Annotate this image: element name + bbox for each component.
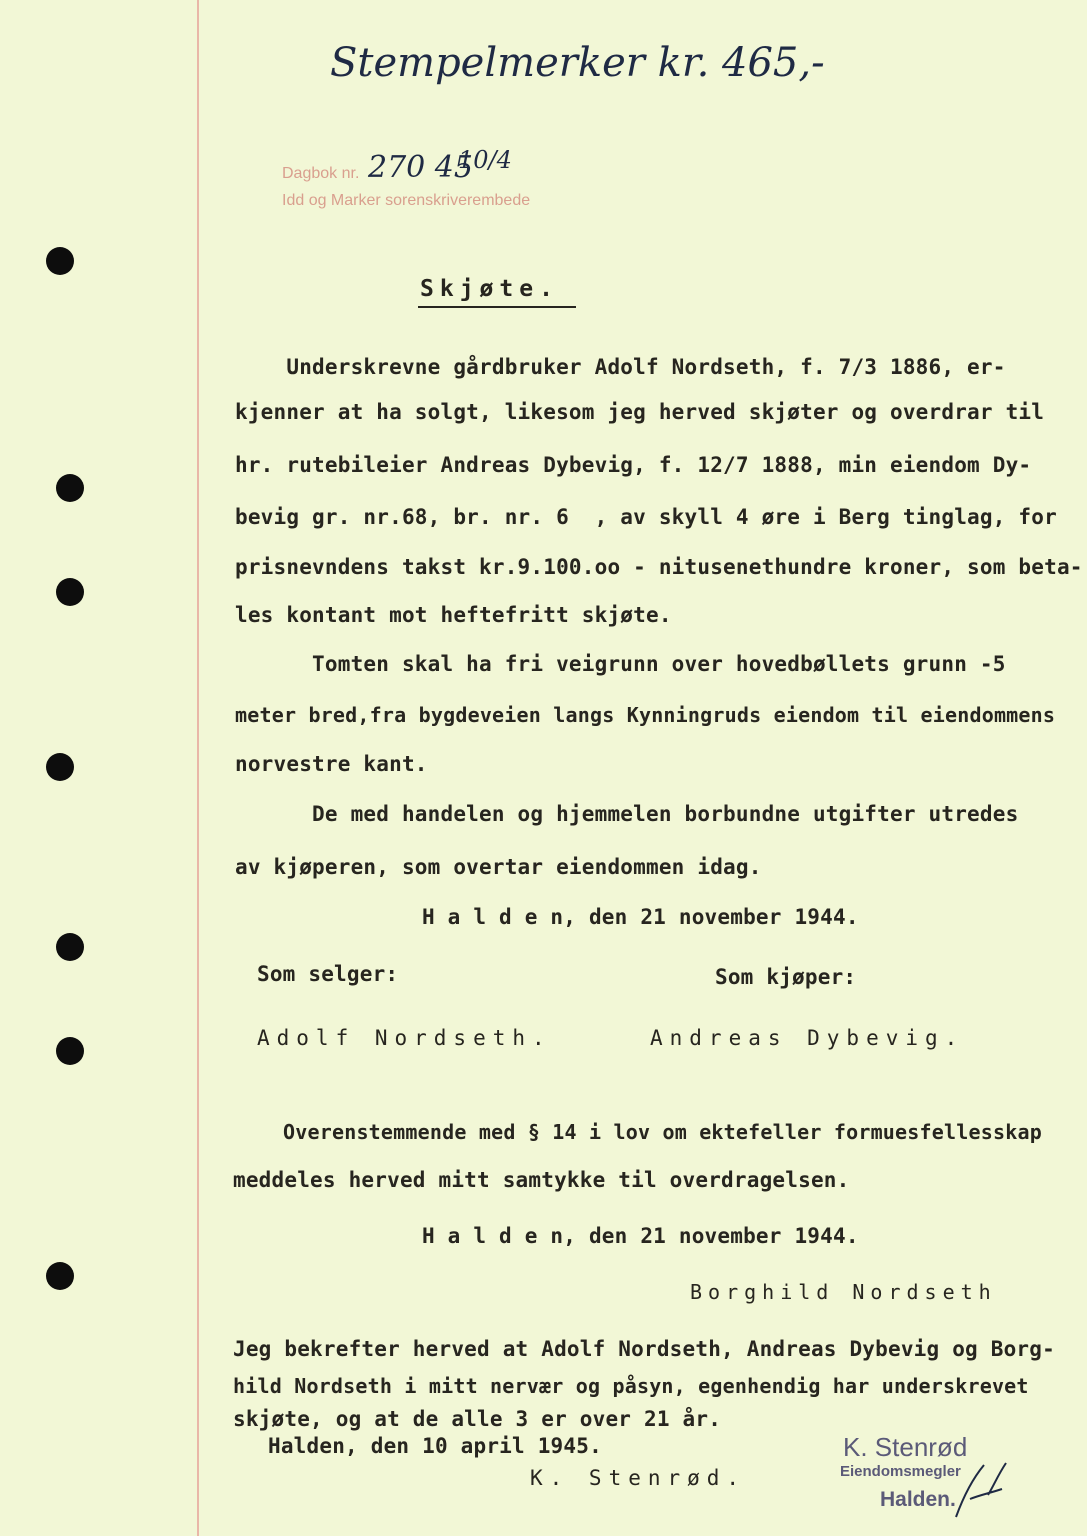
body-line: hr. rutebileier Andreas Dybevig, f. 12/7 1888, min eiendom Dy- [235, 453, 1032, 477]
body-line: Underskrevne gårdbruker Adolf Nordseth, f. 7/3 1886, er- [235, 355, 1006, 379]
broker-stamp-title: Eiendomsmegler [840, 1463, 961, 1480]
body-line: kjenner at ha solgt, likesom jeg herved skjøter og overdrar til [235, 400, 1045, 424]
seller-signature: Adolf Nordseth. [257, 1026, 552, 1050]
place-date: Halden, den 10 april 1945. [268, 1434, 602, 1458]
place-date: H a l d e n, den 21 november 1944. [422, 1224, 859, 1248]
document-title: Skjøte. [420, 276, 559, 302]
punch-hole [46, 247, 74, 275]
journal-date: 10/4 [458, 146, 512, 174]
consent-line: meddeles herved mitt samtykke til overdragelsen. [233, 1168, 850, 1192]
body-line: prisnevndens takst kr.9.100.oo - nitusenethundre kroner, som beta- [235, 555, 1083, 579]
punch-hole [46, 1262, 74, 1290]
body-line: De med handelen og hjemmelen borbundne utgifter utredes [235, 802, 1019, 826]
journal-number: 270 45 [368, 150, 473, 185]
witness-signature: K. Stenrød. [530, 1466, 747, 1490]
body-line: meter bred,fra bygdeveien langs Kynningruds eiendom til eiendommens [235, 703, 1056, 727]
body-line: Tomten skal ha fri veigrunn over hovedbøllets grunn -5 [235, 652, 1006, 676]
court-office-stamp: Idd og Marker sorenskriverembede [282, 192, 531, 209]
broker-stamp-city: Halden. [880, 1488, 956, 1511]
place-date: H a l d e n, den 21 november 1944. [422, 905, 859, 929]
punch-hole [56, 578, 84, 606]
broker-stamp-name: K. Stenrød [843, 1432, 968, 1462]
witness-line: hild Nordseth i mitt nervær og påsyn, egenhendig har underskrevet [233, 1374, 1029, 1398]
buyer-label: Som kjøper: [715, 965, 857, 989]
journal-label: Dagbok nr. [282, 165, 360, 182]
punch-hole [46, 753, 74, 781]
handwritten-initials [950, 1455, 1010, 1525]
consent-line: Overenstemmende med § 14 i lov om ektefeller formuesfellesskap [283, 1120, 1042, 1144]
margin-rule [197, 0, 199, 1536]
witness-line: skjøte, og at de alle 3 er over 21 år. [233, 1407, 722, 1431]
punch-hole [56, 1037, 84, 1065]
body-line: norvestre kant. [235, 752, 428, 776]
body-line: les kontant mot heftefritt skjøte. [235, 603, 672, 627]
punch-hole [56, 933, 84, 961]
body-line: bevig gr. nr.68, br. nr. 6 , av skyll 4 øre i Berg tinglag, for [235, 505, 1057, 529]
seller-label: Som selger: [257, 962, 399, 986]
spouse-signature: Borghild Nordseth [690, 1280, 997, 1304]
body-line: av kjøperen, som overtar eiendommen idag. [235, 855, 762, 879]
punch-hole [56, 474, 84, 502]
title-underline [418, 306, 576, 308]
witness-line: Jeg bekrefter herved at Adolf Nordseth, Andreas Dybevig og Borg- [233, 1337, 1055, 1361]
buyer-signature: Andreas Dybevig. [650, 1026, 965, 1050]
stamp-duty-note: Stempelmerker kr. 465,- [330, 40, 825, 86]
